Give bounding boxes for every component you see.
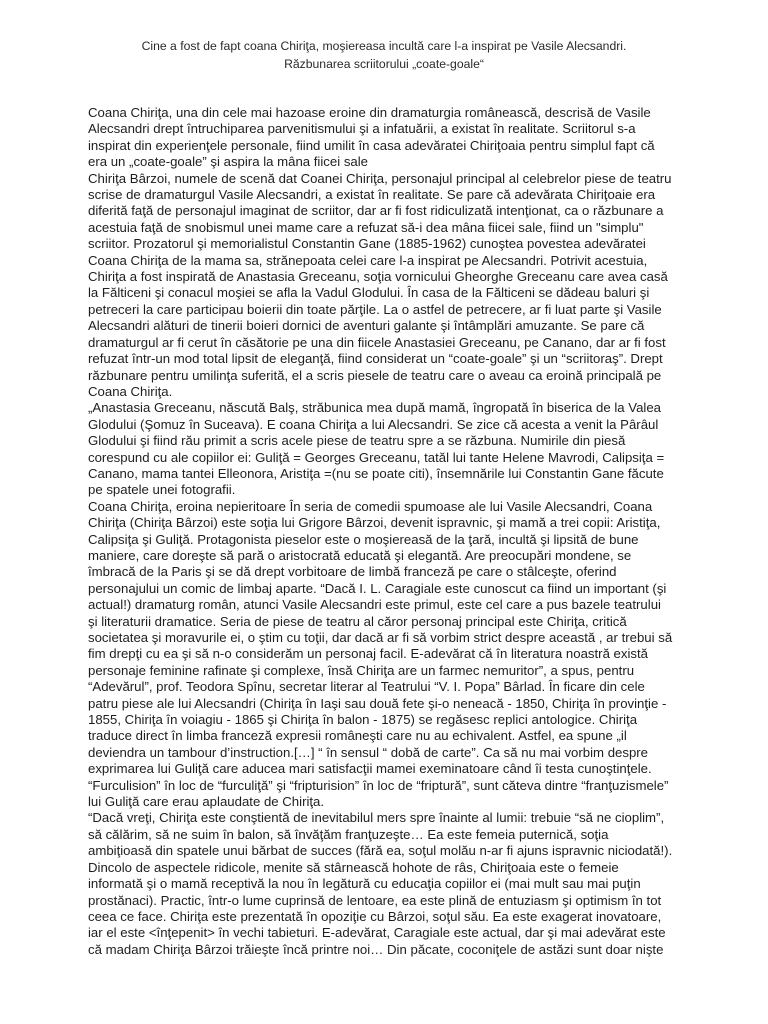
body-text-line: “Adevărul”, prof. Teodora Spînu, secretar literar al Teatrului “V. I. Popa” Bârlad. În ficare din cele: [88, 679, 645, 695]
body-text-line: personaje feminine rafinate şi complexe, însă Chiriţa are un farmec nemuritor”, a spus, pentru: [88, 662, 635, 678]
body-text-line: Alecsandri drept întruchiparea parvenitismului şi a infatuării, a existat în realitate. Scriitorul s-a: [88, 121, 636, 137]
body-text-line: Canano, mama tantei Elleonora, Aristiţa =(nu se poate citi), însemnările lui Constantin Gane făcute: [88, 465, 664, 481]
body-text-line: pe spatele unei fotografii.: [88, 482, 236, 498]
body-text-line: petreceri la care participau boierii din toate părţile. La o astfel de petrecere, ar fi luat parte şi Vasile: [88, 301, 662, 317]
body-text-line: personajului un comic de limbaj aparte. “Dacă I. L. Caragiale este cunoscut ca fiind un important (şi: [88, 580, 667, 596]
body-text-line: Dincolo de aspectele ridicole, menite să stârnească hohote de râs, Chiriţoaia este o femeie: [88, 859, 619, 875]
body-text-line: diferită faţă de personajul imaginat de scriitor, dar ar fi fost ridiculizată intenţionat, ca o răzbunare a: [88, 203, 664, 219]
body-text-line: refuzat într-un mod total lipsit de eleganţă, fiind considerat un “coate-goale” şi un “scriitoraş”. Drept: [88, 351, 663, 367]
body-text-line: să călărim, să ne suim în balon, să învăţăm franţuzeşte… Ea este femeia puternică, soţia: [88, 826, 609, 842]
body-text-line: 1855, Chiriţa în voiagiu - 1865 şi Chiriţa în balon - 1875) se regăsesc replici antologice. Chiriţa: [88, 712, 638, 728]
title-line: Cine a fost de fapt coana Chiriţa, moşiereasa incultă care l-a inspirat pe Vasile Alecsandri.: [141, 39, 627, 53]
body-text-line: răzbunare pentru umilinţa suferită, el a scris piesele de teatru care o aveau ca eroină principală pe: [88, 367, 662, 383]
body-text-line: societatea şi moravurile ei, o ştim cu toţii, dar dacă ar fi să vorbim strict despre această , ar trebui să: [88, 630, 673, 645]
body-text-line: Coana Chiriţa.: [88, 383, 173, 399]
body-text-line: acestuia faţă de snobismul unei mame care a refuzat să-i dea mâna fiicei sale, fiind un "simplu": [88, 219, 644, 235]
body-text-line: deviendra un tambour d’instruction.[…] “ în sensul “ dobă de carte”. Ca să nu mai vorbim despre: [88, 744, 649, 760]
body-text-line: Alecsandri alături de tinerii boieri dornici de aventuri galante şi întâmplări amuzante. Se pare că: [88, 318, 645, 334]
body-text-line: patru piese ale lui Alecsandri (Chiriţa în Iaşi sau două fete şi-o neneacă - 1850, Chiriţa în provinţie -: [88, 695, 667, 711]
body-text-line: scrise de dramaturgul Vasile Alecsandri, a existat în realitate. Se pare că adevărata Chiriţoaie era: [88, 187, 656, 203]
body-text-line: iar el este <înţepenit> în vechi tabieturi. E-adevărat, Caragiale este actual, dar şi mai adevărat este: [88, 925, 666, 941]
body-text-line: Chiriţa Bârzoi, numele de scenă dat Coanei Chiriţa, personajul principal al celebrelor piese de teatru: [88, 170, 672, 186]
body-text-line: corespund cu ale copiilor ei: Guliţă = Georges Greceanu, tatăl lui tante Helene Mavrodi, Calipsiţa =: [88, 449, 665, 465]
body-text-line: “Dacă vreţi, Chiriţa este conştientă de inevitabilul mers spre înainte al lumii: trebuie “să ne cioplim”,: [88, 810, 665, 826]
body-text-line: lui Guliţă care erau aplaudate de Chiriţa.: [88, 794, 325, 810]
body-text-line: “Furculision” în loc de “furculiţă” şi “fripturision” în loc de “friptură”, sunt căteva dintre “franţuzismele”: [88, 777, 669, 793]
title-line: Răzbunarea scriitorului „coate-goale“: [284, 57, 484, 71]
body-text-line: scriitor. Prozatorul şi memorialistul Constantin Gane (1885-1962) cunoştea povestea adevăratei: [88, 236, 646, 252]
body-text-line: traduce direct în limba franceză expresii româneşti care nu au echivalent. Astfel, ea spune „il: [88, 728, 627, 744]
body-text-line: Calipsiţa şi Guliţă. Protagonista pieselor este o moşiereasă de la ţară, incultă şi lipsită de bune: [88, 531, 639, 547]
body-text-line: Coana Chiriţa, una din cele mai hazoase eroine din dramaturgia românească, descrisă de Vasile: [88, 105, 651, 120]
body-text-line: Glodului (Şomuz în Suceava). E coana Chiriţa a lui Alecsandri. Se zice că acesta a venit la Pârâul: [88, 416, 659, 432]
body-text-line: dramaturgul ar fi cerut în căsătorie pe una din fiicele Anastasiei Greceanu, pe Canano, dar ar fi fost: [88, 334, 666, 350]
body-text-line: „Anastasia Greceanu, născută Balş, străbunica mea după mamă, îngropată în biserica de la Valea: [88, 400, 662, 416]
body-text-line: ceea ce face. Chiriţa este prezentată în opoziţie cu Bârzoi, soţul său. Ea este exagerat inovatoare,: [88, 908, 662, 924]
body-text-line: exprimarea lui Guliţă care aducea mari satisfacţii mamei exeminatoare când îi testa cunoştinţele.: [88, 761, 652, 777]
body-text-line: şi literaturii dramatice. Seria de piese de teatru al căror personaj principal este Chiriţa, critică: [88, 613, 627, 629]
body-text-line: că madam Chiriţa Bârzoi trăieşte încă printre noi… Din păcate, coconiţele de astăzi sunt doar nişte: [88, 941, 664, 957]
body-text-line: fim drepţi cu ea şi să n-o considerăm un personaj facil. E-adevărat că în literatura noastră există: [88, 646, 649, 662]
body-text-line: era un „coate-goale” şi aspira la mâna fiicei sale: [88, 154, 369, 170]
body-text-line: Chiriţa a fost inspirată de Anastasia Greceanu, soţia vornicului Gheorghe Greceanu care avea casă: [88, 269, 668, 285]
body-text-line: prostănaci). Practic, într-o lume cuprinsă de lentoare, ea este plină de entuziasm şi optimism în tot: [88, 892, 662, 908]
article-title: [40, 37, 728, 73]
body-text-line: la Fălticeni şi conacul moşiei se afla la Vadul Glodului. În casa de la Fălticeni se dădeau baluri şi: [88, 285, 650, 301]
body-text-line: ambiţioasă din spatele unui bărbat de succes (fără ea, soţul molău n-ar fi ajuns ispravnic niciodată!).: [88, 843, 673, 859]
body-text-line: Coana Chiriţa, eroina nepieritoare În seria de comedii spumoase ale lui Vasile Alecsandri, Coana: [88, 498, 653, 514]
article-body: [88, 105, 693, 958]
body-text-line: Glodului şi fiind rău primit a scris acele piese de teatru spre a se răzbuna. Numirile din piesă: [88, 433, 626, 449]
body-text-line: Coana Chiriţa de la mama sa, strănepoata celei care l-a inspirat pe Alecsandri. Potrivit acestuia,: [88, 252, 648, 268]
body-text-line: informată şi o mamă receptivă la nou în legătură cu educaţia copiilor ei (mai mult sau mai puţin: [88, 876, 641, 892]
body-text-line: actual!) dramaturg român, atunci Vasile Alecsandri este primul, este cel care a pus bazele teatrului: [88, 597, 661, 613]
body-text-line: îmbracă de la Paris şi se dă drept vorbitoare de limbă franceză pe care o stâlceşte, oferind: [88, 564, 617, 580]
body-text-line: inspirat din experienţele personale, fiind umilit în casa adevăratei Chiriţoaia pentru simplul fapt că: [88, 137, 655, 153]
body-text-line: Chiriţa (Chiriţa Bârzoi) este soţia lui Grigore Bârzoi, devenit ispravnic, şi mamă a trei copii: Aristiţa,: [88, 515, 661, 531]
body-text-line: maniere, care doreşte să pară o aristocrată educată şi elegantă. Are preocupări mondene, se: [88, 547, 632, 563]
